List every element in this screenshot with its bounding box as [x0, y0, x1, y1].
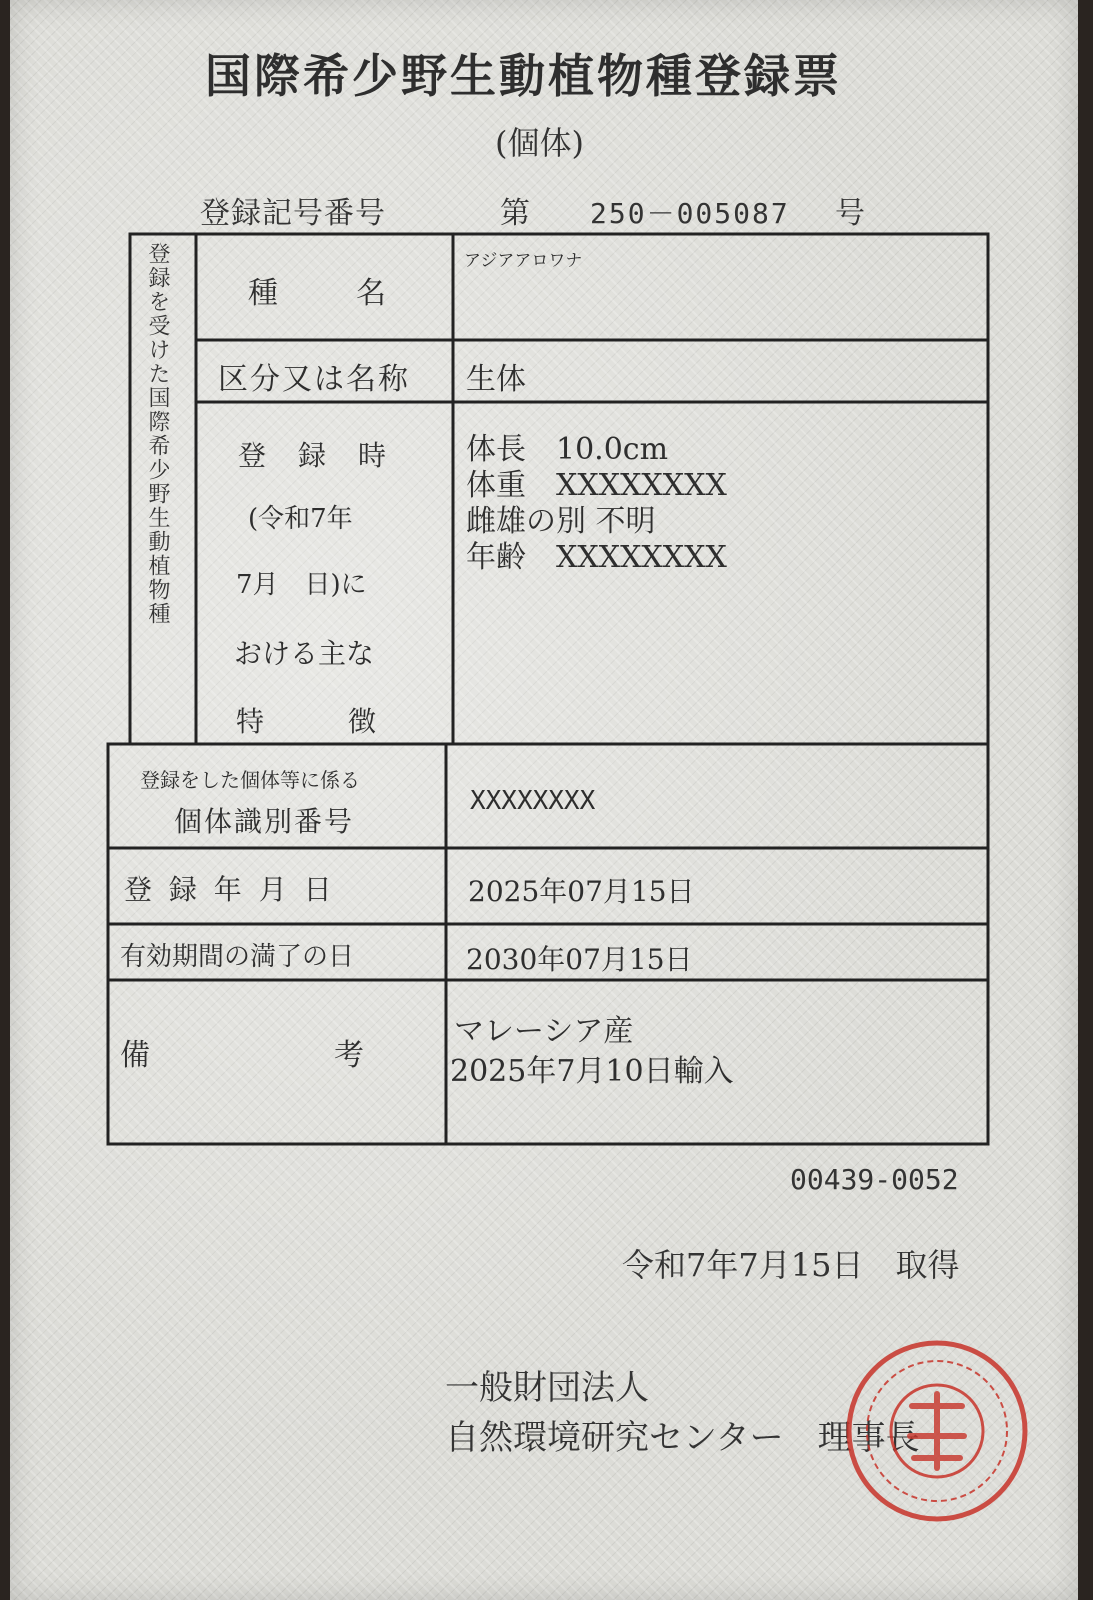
document-title: 国際希少野生動植物種登録票	[205, 49, 842, 103]
features-label-line5: 特 徴	[236, 705, 377, 738]
registration-number: 250－005087	[590, 197, 790, 230]
document-subtitle: (個体)	[495, 124, 584, 162]
serial-number: 00439-0052	[790, 1163, 959, 1196]
id-label-small: 登録をした個体等に係る	[140, 768, 360, 792]
features-label-line2: (令和7年	[248, 504, 353, 534]
feature-age: 年齢 XXXXXXXX	[466, 540, 727, 575]
species-label: 種 名	[248, 276, 392, 311]
registration-table	[98, 232, 994, 1148]
certificate-paper	[10, 0, 1078, 1600]
features-label-line1: 登 録 時	[238, 439, 389, 472]
species-value: アジアアロワナ	[464, 251, 583, 270]
category-label: 区分又は名称	[218, 362, 410, 397]
organization-type: 一般財団法人	[445, 1368, 649, 1408]
id-label: 個体識別番号	[174, 805, 355, 838]
reg-date-label: 登 録 年 月 日	[124, 873, 336, 906]
category-value: 生体	[466, 362, 526, 397]
expiry-value: 2030年07月15日	[466, 943, 693, 976]
registration-label: 登録記号番号	[200, 196, 386, 231]
id-value: XXXXXXXX	[470, 786, 596, 816]
side-label: 登録を受けた国際希少野生動植物種	[145, 242, 170, 626]
feature-sex: 雌雄の別 不明	[466, 504, 656, 539]
expiry-label: 有効期間の満了の日	[120, 942, 355, 972]
acquired-date: 令和7年7月15日 取得	[622, 1246, 960, 1284]
registration-prefix: 第	[500, 196, 530, 231]
reg-date-value: 2025年07月15日	[468, 875, 695, 908]
remarks-label-right: 考	[334, 1038, 364, 1073]
features-label-line3: 7月 日)に	[236, 570, 367, 600]
features-label-line4: おける主な	[234, 637, 375, 670]
organization-name: 自然環境研究センター 理事長	[445, 1418, 920, 1458]
registration-suffix: 号	[835, 196, 865, 231]
feature-weight: 体重 XXXXXXXX	[466, 468, 727, 503]
feature-length: 体長 10.0cm	[466, 432, 669, 467]
remarks-import: 2025年7月10日輸入	[450, 1054, 734, 1089]
remarks-origin: マレーシア産	[454, 1014, 634, 1049]
remarks-label-left: 備	[120, 1038, 150, 1073]
official-seal-stamp	[842, 1336, 1032, 1526]
